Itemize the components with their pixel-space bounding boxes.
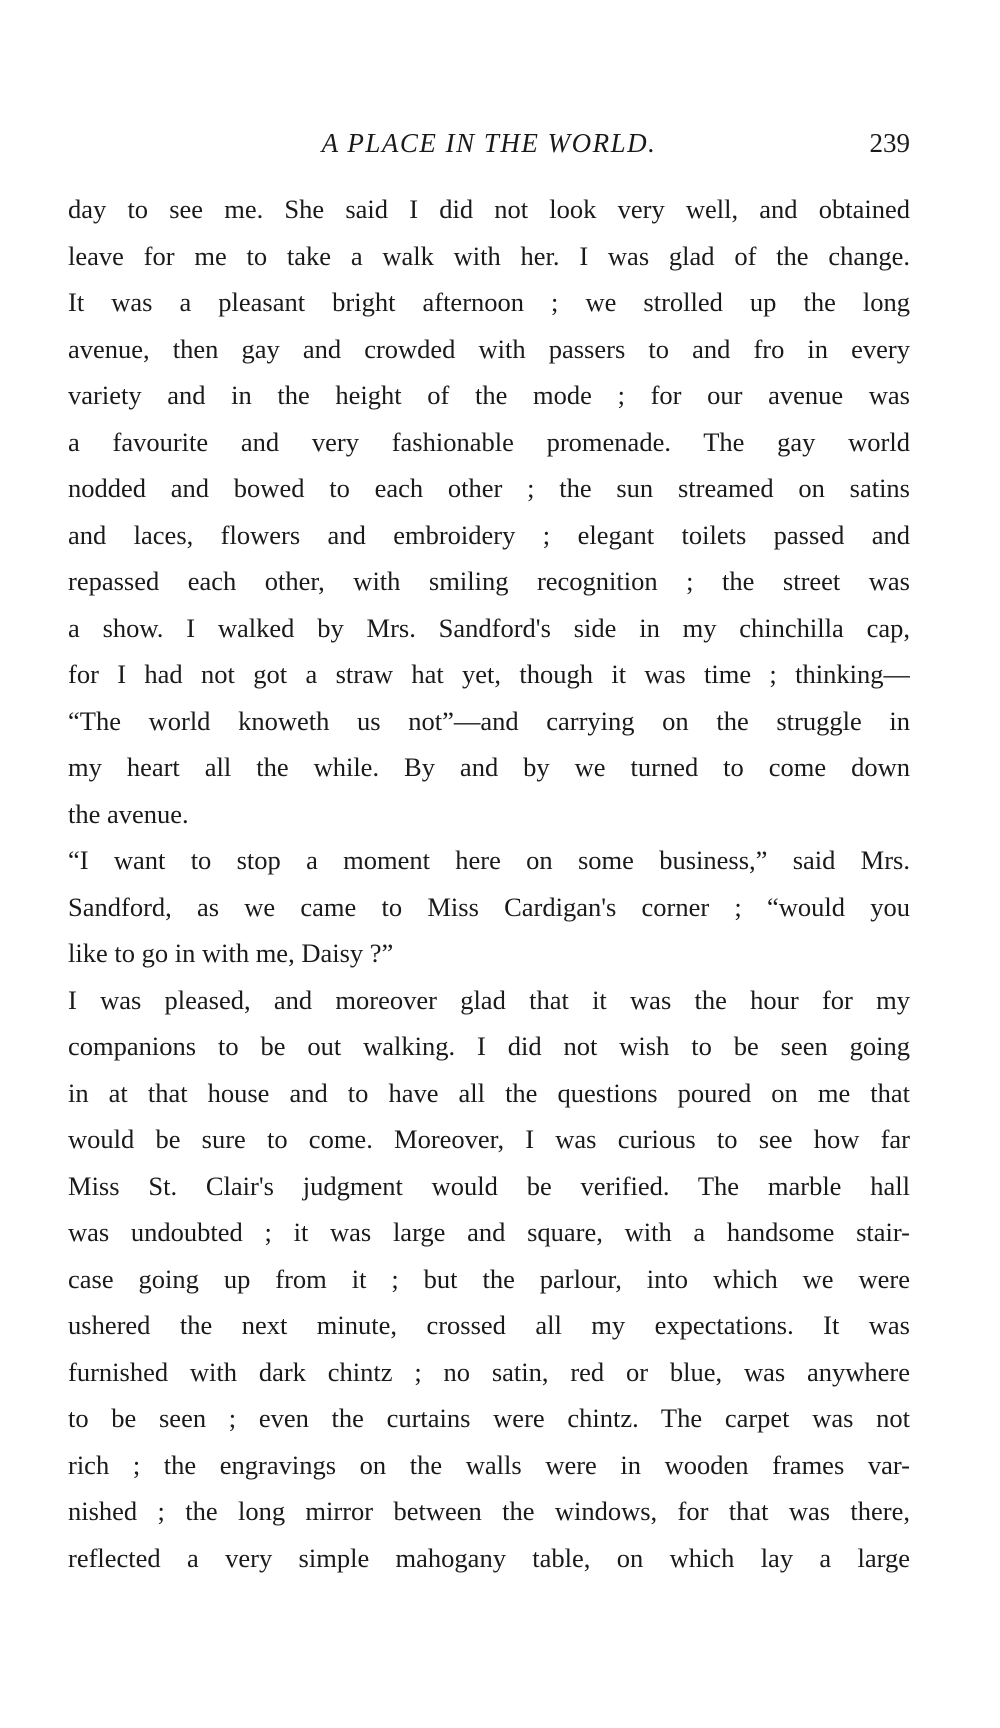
- text-line: “I want to stop a moment here on some business,” said Mrs.: [68, 845, 910, 875]
- text-line: a favourite and very fashionable promenade. The gay world: [68, 426, 910, 457]
- text-line: companions to be out walking. I did not wish to be seen going: [68, 1031, 910, 1061]
- text-line: avenue, then gay and crowded with passers to and fro in every: [68, 333, 910, 364]
- text-line: “The world knoweth us not”—and carrying on the struggle in: [68, 705, 910, 736]
- text-line: day to see me. She said I did not look very well, and obtained: [68, 194, 910, 224]
- text-line: leave for me to take a walk with her. I was glad of the change.: [68, 240, 910, 271]
- text-line: was undoubted ; it was large and square, with a handsome stair-: [68, 1217, 910, 1247]
- text-line: Sandford, as we came to Miss Cardigan's corner ; “would you: [68, 891, 910, 922]
- text-line: repassed each other, with smiling recognition ; the street was: [68, 566, 910, 596]
- text-line: for I had not got a straw hat yet, though it was time ; thinking—: [68, 659, 910, 689]
- text-line: nodded and bowed to each other ; the sun streamed on satins: [68, 473, 910, 503]
- text-line: It was a pleasant bright afternoon ; we strolled up the long: [68, 287, 910, 317]
- page-number: 239: [869, 128, 910, 158]
- text-line: in at that house and to have all the questions poured on me that: [68, 1077, 910, 1108]
- paragraph-3: [68, 977, 910, 1582]
- paragraph-1: [68, 186, 910, 837]
- running-head: [68, 128, 910, 168]
- text-line: furnished with dark chintz ; no satin, red or blue, was anywhere: [68, 1356, 910, 1387]
- text-line: ushered the next minute, crossed all my expectations. It was: [68, 1310, 910, 1340]
- text-line: rich ; the engravings on the walls were in wooden frames var-: [68, 1449, 910, 1480]
- text-line: nished ; the long mirror between the windows, for that was there,: [68, 1496, 910, 1526]
- text-line: reflected a very simple mahogany table, on which lay a large: [68, 1542, 910, 1573]
- text-line: case going up from it ; but the parlour, into which we were: [68, 1263, 910, 1294]
- text-line: like to go in with me, Daisy ?”: [68, 938, 394, 968]
- text-line: I was pleased, and moreover glad that it was the hour for my: [68, 984, 910, 1015]
- text-line: a show. I walked by Mrs. Sandford's side in my chinchilla cap,: [68, 612, 910, 643]
- paragraph-2: [68, 837, 910, 977]
- body-text: [68, 186, 910, 1581]
- running-title: A PLACE IN THE WORLD.: [321, 128, 657, 158]
- text-line: and laces, flowers and embroidery ; elegant toilets passed and: [68, 519, 910, 550]
- text-line: Miss St. Clair's judgment would be verified. The marble hall: [68, 1170, 910, 1201]
- text-line: the avenue.: [68, 798, 189, 829]
- text-line: my heart all the while. By and by we turned to come down: [68, 752, 910, 782]
- text-line: would be sure to come. Moreover, I was curious to see how far: [68, 1124, 910, 1154]
- text-line: to be seen ; even the curtains were chintz. The carpet was not: [68, 1403, 910, 1433]
- text-line: variety and in the height of the mode ; for our avenue was: [68, 380, 910, 410]
